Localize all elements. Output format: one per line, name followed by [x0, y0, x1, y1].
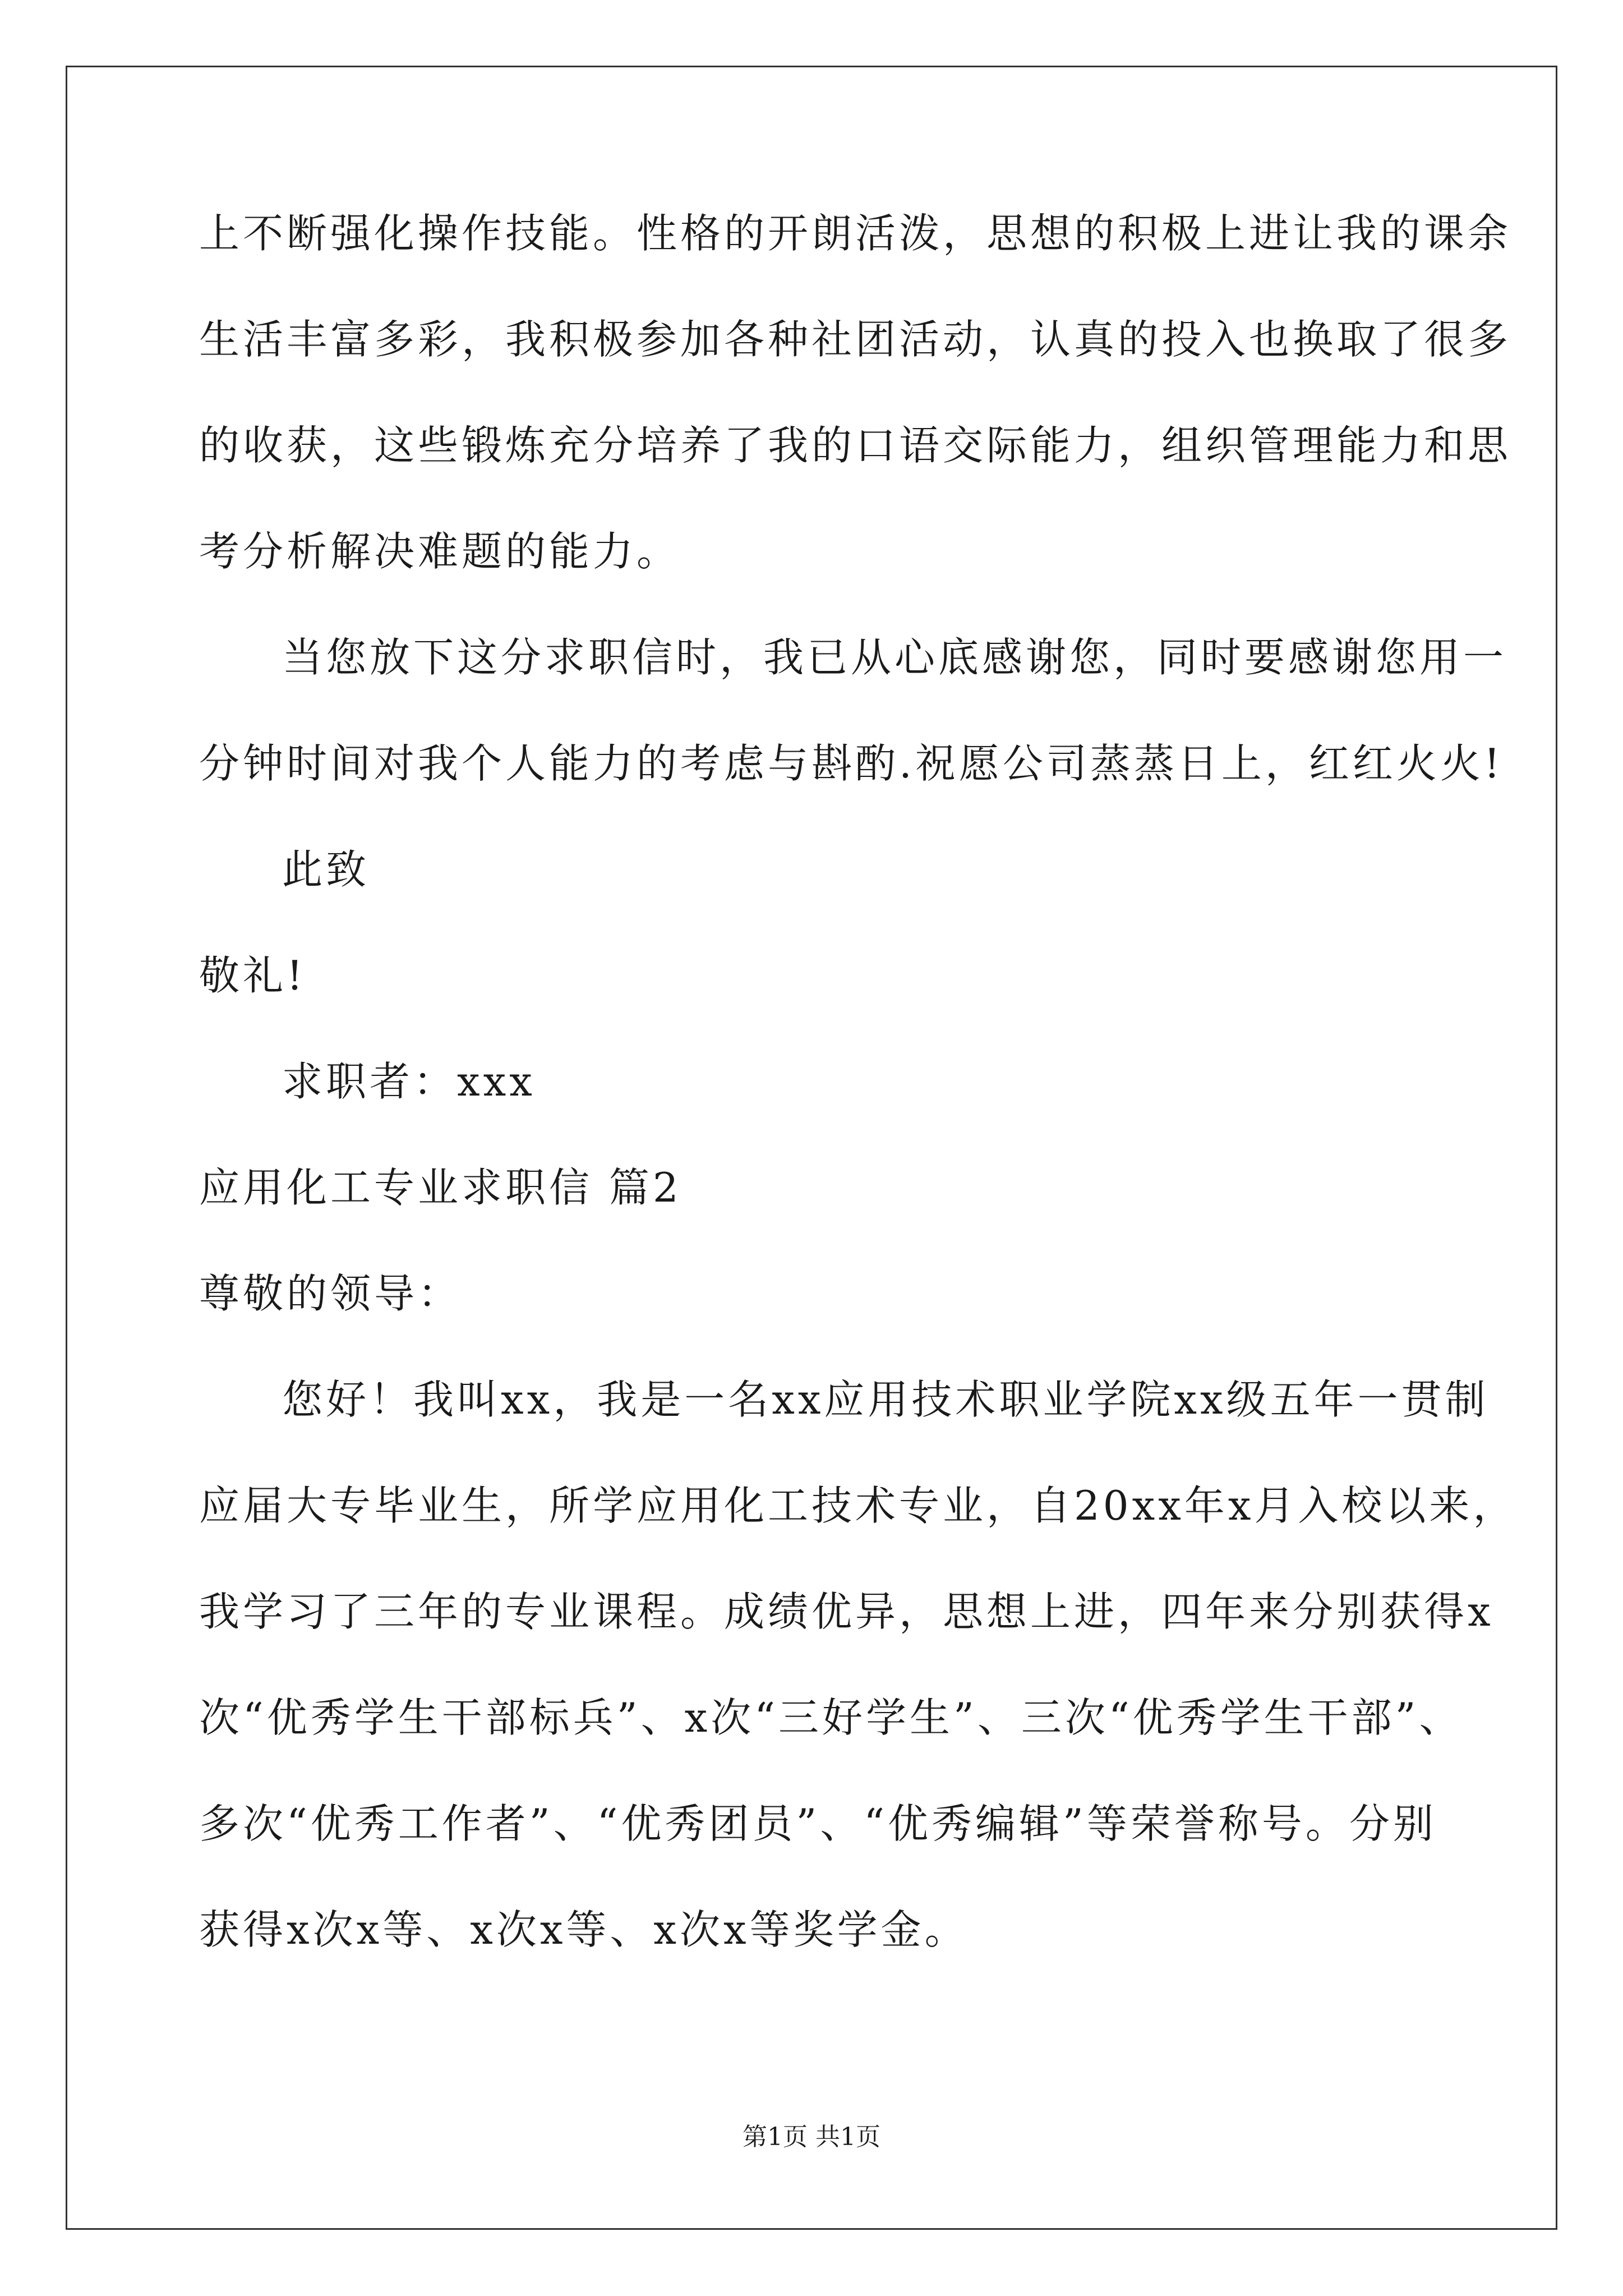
closing-regards: 敬礼!	[199, 952, 306, 999]
paragraph-line: 上不断强化操作技能。性格的开朗活泼，思想的积极上进让我的课余	[199, 210, 1512, 257]
paragraph-line: 生活丰富多彩，我积极参加各种社团活动，认真的投入也换取了很多	[199, 316, 1512, 363]
paragraph-line: 获得x次x等、x次x等、x次x等奖学金。	[199, 1906, 969, 1953]
closing-salutation: 此致	[282, 846, 370, 893]
paragraph-line: 的收获，这些锻炼充分培养了我的口语交际能力，组织管理能力和思	[199, 422, 1512, 469]
paragraph-line: 应届大专毕业生，所学应用化工技术专业，自20xx年x月入校以来，	[199, 1482, 1517, 1529]
paragraph-line: 次“优秀学生干部标兵”、x次“三好学生”、三次“优秀学生干部”、	[199, 1694, 1463, 1741]
section-title: 应用化工专业求职信 篇2	[199, 1164, 682, 1211]
paragraph-line: 考分析解决难题的能力。	[199, 528, 681, 575]
greeting: 尊敬的领导：	[199, 1270, 462, 1317]
paragraph-line: 您好！我叫xx，我是一名xx应用技术职业学院xx级五年一贯制	[282, 1376, 1489, 1423]
signature-line: 求职者：xxx	[282, 1058, 536, 1105]
paragraph-line: 当您放下这分求职信时，我已从心底感谢您，同时要感谢您用一	[282, 634, 1507, 681]
paragraph-line: 我学习了三年的专业课程。成绩优异，思想上进，四年来分别获得x	[199, 1588, 1494, 1635]
page-number-footer: 第1页 共1页	[743, 2123, 880, 2151]
document-body	[199, 210, 1517, 2016]
paragraph-line: 多次“优秀工作者”、“优秀团员”、“优秀编辑”等荣誉称号。分别	[199, 1800, 1437, 1847]
paragraph-line: 分钟时间对我个人能力的考虑与斟酌.祝愿公司蒸蒸日上，红红火火!	[199, 740, 1504, 787]
